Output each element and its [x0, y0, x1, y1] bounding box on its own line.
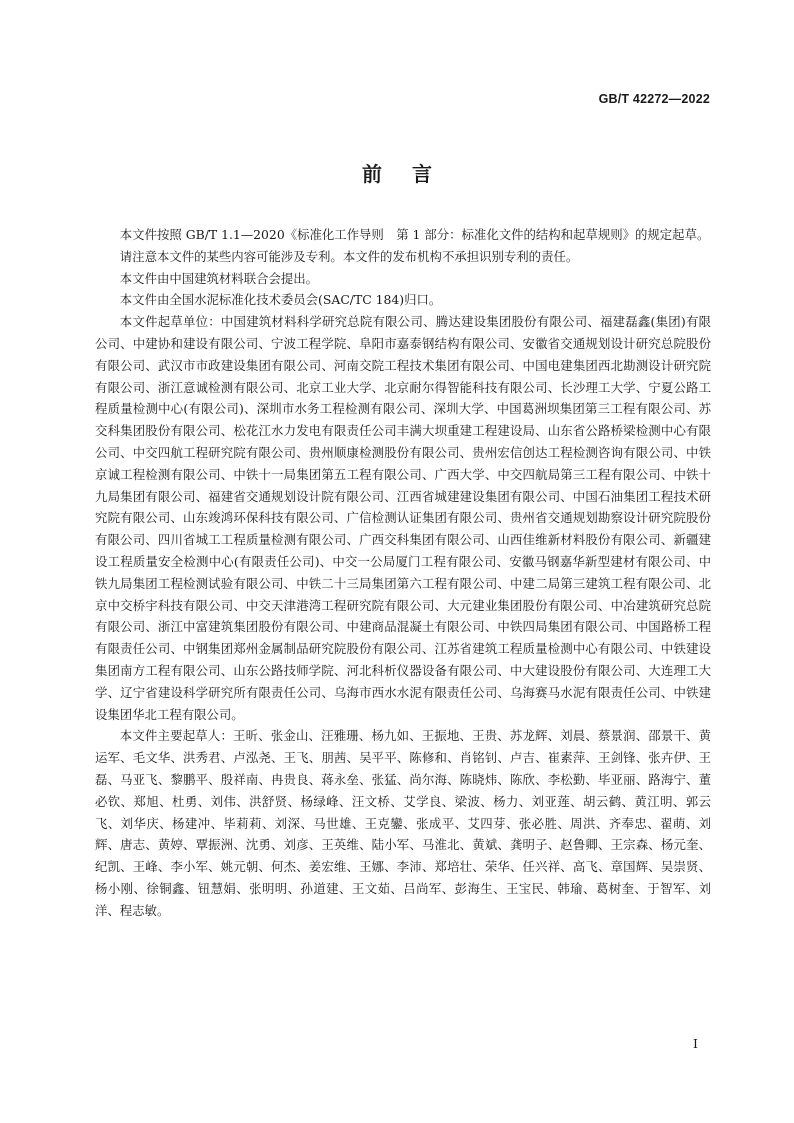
- paragraph-proposer: 本文件由中国建筑材料联合会提出。: [119, 270, 319, 286]
- paragraph-drafting-units: 本文件起草单位：中国建筑材料科学研究总院有限公司、腾达建设集团股份有限公司、福建磊鑫(集团)有限公司、中建协和建设有限公司、宁波工程学院、阜阳市嘉泰钢结构有限公司、安徽省交通规划设计研究总院股份有限公司、武汉市市政建设集团有限公司、河南交院工程技术集团有限公司、中国电建集团西北勘测设计研究院有限公司、浙江意诚检测有限公司、北京工业大学、北京耐尔得智能科技有限公司、长沙理工大学、宁夏公路工程质量检测中心(有限公司)、深圳市水务工程检测有限公司、深圳大学、中国葛洲坝集团第三工程有限公司、苏交科集团股份有限公司、松花江水力发电有限责任公司丰满大坝重建工程建设局、山东省公路桥梁检测中心有限公司、中交四航工程研究院有限公司、贵州顺康检测股份有限公司、贵州宏信创达工程检测咨询有限公司、中铁京诚工程检测有限公司、中铁十一局集团第五工程有限公司、广西大学、中交四航局第三工程有限公司、中铁十九局集团有限公司、福建省交通规划设计院有限公司、江西省城建建设集团有限公司、中国石油集团工程技术研究院有限公司、山东竣鸿环保科技有限公司、广信检测认证集团有限公司、贵州省交通规划勘察设计研究院股份有限公司、四川省城工工程质量检测有限公司、广西交科集团有限公司、山西佳维新材料股份有限公司、新疆建设工程质量安全检测中心(有限责任公司)、中交一公局厦门工程有限公司、安徽马钢嘉华新型建材有限公司、中铁九局集团工程检测试验有限公司、中铁二十三局集团第六工程有限公司、中建二局第三建筑工程有限公司、北京中交桥宇科技有限公司、中交天津港湾工程研究院有限公司、大元建业集团股份有限公司、中冶建筑研究总院有限公司、浙江中富建筑集团股份有限公司、中建商品混凝土有限公司、中铁四局集团有限公司、中国路桥工程有限责任公司、中钢集团郑州金属制品研究院股份有限公司、江苏省建筑工程质量检测中心有限公司、中铁建设集团南方工程有限公司、山东公路技师学院、河北科析仪器设备有限公司、中大建设股份有限公司、大连理工大学、辽宁省建设科学研究所有限责任公司、乌海市西水水泥有限责任公司、乌海赛马水泥有限责任公司、中铁建设集团华北工程有限公司。: [95, 314, 711, 722]
- paragraph-patent-notice: 请注意本文件的某些内容可能涉及专利。本文件的发布机构不承担识别专利的责任。: [119, 248, 579, 264]
- page-title: 前言: [362, 162, 462, 186]
- paragraph-committee: 本文件由全国水泥标准化技术委员会(SAC/TC 184)归口。: [119, 292, 442, 308]
- standard-number: GB/T 42272—2022: [598, 92, 710, 106]
- foreword-body: [95, 224, 711, 922]
- page-number: I: [693, 1036, 698, 1051]
- paragraph-drafting-rules: 本文件按照 GB/T 1.1—2020《标准化工作导则 第 1 部分：标准化文件的结构和起草规则》的规定起草。: [119, 227, 710, 242]
- paragraph-drafters: 本文件主要起草人：王昕、张金山、汪雅珊、杨九如、王振地、王贵、苏龙辉、刘晨、蔡景润、邵景干、黄运军、毛文华、洪秀君、卢泓尧、王飞、朋茜、吴平平、陈修和、肖铭钊、卢吉、崔素萍、王剑锋、张卉伊、王磊、马亚飞、黎鹏平、殷祥南、冉贵良、蒋永垒、张猛、尚尔海、陈晓炜、陈欣、李松勤、毕亚丽、路海宁、董必钦、郑旭、杜勇、刘伟、洪舒贤、杨绿峰、汪文桥、艾学良、梁波、杨力、刘亚莲、胡云鹤、黄江明、郭云飞、刘华庆、杨建冲、毕莉莉、刘深、马世雄、王克鑾、张成平、艾四芽、张必胜、周洪、齐奉忠、翟萌、刘辉、唐志、黄婷、覃振洲、沈勇、刘彦、王英维、陆小军、马淮北、黄斌、龚明子、赵鲁卿、王宗森、杨元奎、纪凯、王峰、李小军、姚元朝、何杰、姜宏维、王娜、李沛、郑培壮、荣华、任兴祥、高飞、章国辉、吴崇贤、杨小刚、徐铜鑫、钮慧娟、张明明、孙道建、王文茹、吕尚军、彭海生、王宝民、韩瑜、葛树奎、于智军、刘洋、程志敏。: [95, 728, 711, 918]
